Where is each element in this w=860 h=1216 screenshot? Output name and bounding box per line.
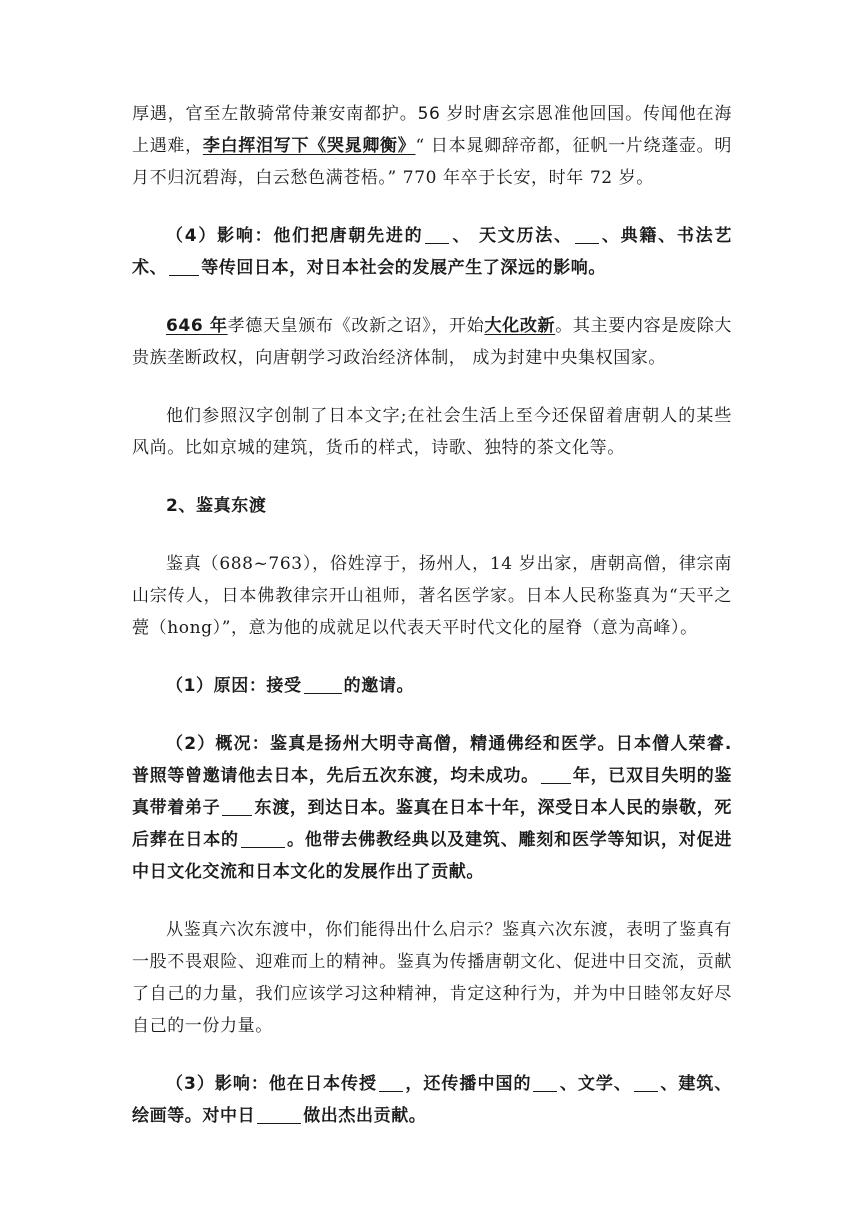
fill-blank (304, 676, 342, 694)
paragraph-text: 厚遇，官至左散骑常侍兼安南都护。56 岁时唐玄宗恩准他回国。传闻他在海上遇难， (132, 104, 732, 156)
paragraph-text: 。他带去佛教经典以及建筑、雕刻和医学等知识，对促进中日文化交流和日本文化的发展作出了贡献。 (132, 830, 732, 882)
paragraph-text: 。其主要内容是废除大贵族垄断政权，向唐朝学习政治经济体制， 成为封建中央集权国家。 (132, 316, 733, 368)
fill-blank (379, 1074, 403, 1092)
reason-1-paragraph (132, 670, 732, 702)
impact-4-paragraph (132, 220, 732, 284)
paragraph-text: 做出杰出贡献。 (303, 1106, 427, 1126)
paragraph-text: 的邀请。 (343, 676, 415, 696)
paragraph-text: 、 天文历法、 (451, 226, 573, 246)
reform-name: 大化改新 (484, 316, 556, 336)
paragraph-text: 、文学、 (559, 1074, 632, 1094)
fill-blank (222, 798, 252, 816)
fill-blank (169, 258, 199, 276)
impact-3-paragraph (132, 1068, 732, 1132)
paragraph-text: ，还传播中国的 (404, 1074, 532, 1094)
paragraph-text: 、典籍、书法艺术、 (132, 226, 732, 278)
paragraph-text: （4）影响：他们把唐朝先进的 (166, 226, 424, 246)
fill-blank (241, 830, 285, 848)
overview-2-paragraph (132, 728, 732, 888)
paragraph-text: 、建筑、绘画等。对中日 (132, 1074, 733, 1126)
section-heading-jianzhen: 2、鉴真东渡 (166, 496, 267, 516)
paragraph-text: （1）原因：接受 (166, 676, 302, 696)
abe-nakamaro-paragraph (132, 98, 732, 194)
paragraph-text: 年，已双目失明的鉴真带着弟子 (132, 766, 732, 818)
paragraph-text: （3）影响：他在日本传授 (166, 1074, 377, 1094)
fill-blank (257, 1106, 301, 1124)
japanese-script-paragraph: 他们参照汉字创制了日本文字;在社会生活上至今还保留着唐朝人的某些风尚。比如京城的建筑，货币的样式，诗歌、独特的茶文化等。 (132, 406, 732, 458)
reform-year: 646 年 (166, 316, 228, 336)
paragraph-text: （2）概况：鉴真是扬州大明寺高僧，精通佛经和医学。日本僧人荣睿. 普照等曾邀请他去日本，先后五次东渡，均未成功。 (132, 734, 732, 786)
poem-title: 李白挥泪写下《哭晁卿衡》 (202, 136, 416, 156)
jianzhen-intro-paragraph: 鉴真（688~763），俗姓淳于，扬州人，14 岁出家，唐朝高僧，律宗南山宗传人，日本佛教律宗开山祖师，著名医学家。日本人民称鉴真为“天平之甍（hong）”，意为他的成就足以代表天平时代文化的屋脊（意为高峰）。 (132, 554, 732, 638)
poem-text: “ 日本晁卿辞帝都，征帆一片绕蓬壶。明月不归沉碧海，白云愁色满苍梧。” 770 年卒于长安，时年 72 岁。 (132, 136, 732, 188)
taika-reform-paragraph (132, 310, 732, 374)
fill-blank (541, 766, 571, 784)
paragraph-text: 孝德天皇颁布《改新之诏》，开始 (227, 316, 485, 336)
fill-blank (634, 1074, 658, 1092)
paragraph-text: 东渡，到达日本。鉴真在日本十年，深受日本人民的崇敬，死后葬在日本的 (132, 798, 732, 850)
fill-blank (575, 226, 599, 244)
paragraph-text: 等传回日本，对日本社会的发展产生了深远的影响。 (201, 258, 607, 278)
lesson-paragraph: 从鉴真六次东渡中，你们能得出什么启示？鉴真六次东渡，表明了鉴真有一股不畏艰险、迎难而上的精神。鉴真为传播唐朝文化、促进中日交流，贡献了自己的力量，我们应该学习这种精神，肯定这种行为，并为中日睦邻友好尽自己的一份力量。 (132, 920, 732, 1036)
fill-blank (533, 1074, 557, 1092)
document-body (132, 98, 732, 1158)
fill-blank (425, 226, 449, 244)
